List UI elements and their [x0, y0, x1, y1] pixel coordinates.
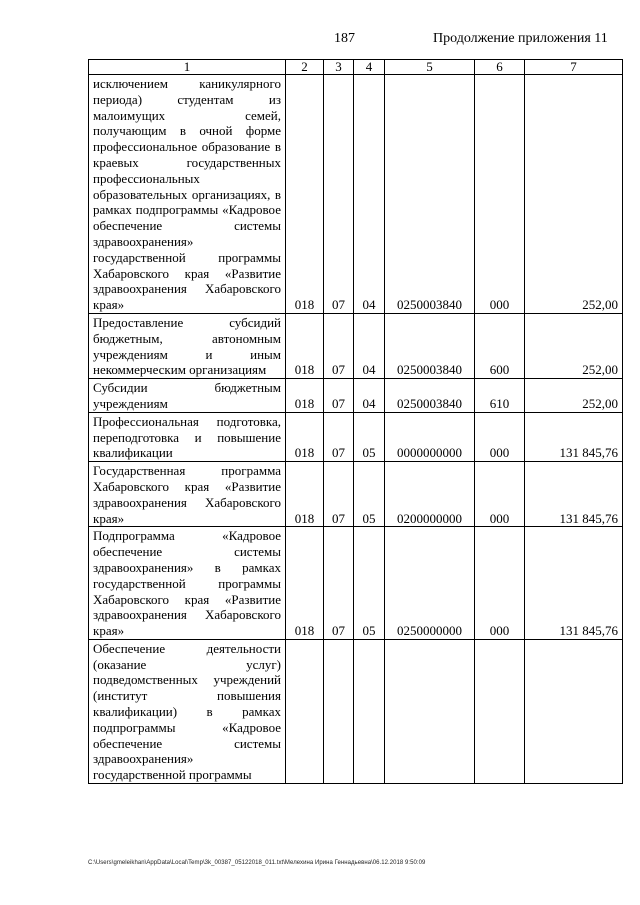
page-number: 187	[334, 31, 355, 46]
table-row	[89, 412, 623, 461]
cell-target-article: 0250003840	[385, 379, 475, 413]
cell-subsection-code: 04	[354, 313, 385, 378]
cell-amount: 131 845,76	[525, 462, 623, 527]
cell-expense-type: 610	[475, 379, 525, 413]
cell-amount: 252,00	[525, 313, 623, 378]
row-name: Государственная программа Хабаровского края «Развитие здравоохранения Хабаровского края»	[89, 462, 286, 527]
budget-table	[88, 59, 623, 784]
cell-section-code: 07	[324, 75, 354, 314]
cell-section-code: 07	[324, 379, 354, 413]
column-header: 3	[324, 60, 354, 75]
cell-amount: 252,00	[525, 379, 623, 413]
cell-amount: 131 845,76	[525, 412, 623, 461]
cell-section-code: 07	[324, 527, 354, 640]
cell-target-article: 0200000000	[385, 462, 475, 527]
column-header: 7	[525, 60, 623, 75]
cell-target-article: 0250003840	[385, 75, 475, 314]
cell-expense-type: 000	[475, 412, 525, 461]
cell-expense-type: 600	[475, 313, 525, 378]
cell-section-code: 07	[324, 313, 354, 378]
cell-amount: 252,00	[525, 75, 623, 314]
cell-ministry-code: 018	[286, 462, 324, 527]
cell-subsection-code: 04	[354, 379, 385, 413]
cell-target-article: 0250000000	[385, 527, 475, 640]
column-header: 5	[385, 60, 475, 75]
table-row	[89, 379, 623, 413]
cell-target-article	[385, 639, 475, 783]
table-row	[89, 313, 623, 378]
cell-expense-type	[475, 639, 525, 783]
cell-target-article: 0000000000	[385, 412, 475, 461]
column-header: 6	[475, 60, 525, 75]
cell-ministry-code: 018	[286, 527, 324, 640]
cell-amount: 131 845,76	[525, 527, 623, 640]
row-name: Профессиональная подготовка, переподготовка и повышение квалификации	[89, 412, 286, 461]
cell-section-code: 07	[324, 412, 354, 461]
cell-amount	[525, 639, 623, 783]
cell-subsection-code: 05	[354, 462, 385, 527]
row-name: исключением каникулярного периода) студентам из малоимущих семей, получающим в очной форме профессиональное образование в краевых государственных профессиональных образовательных организациях, в рамках подпрограммы «Кадровое обеспечение системы здравоохранения» государственной программы Хабаровского края «Развитие здравоохранения Хабаровского края»	[89, 75, 286, 314]
column-header: 1	[89, 60, 286, 75]
column-header: 4	[354, 60, 385, 75]
row-name: Предоставление субсидий бюджетным, автономным учреждениям и иным некоммерческим организациям	[89, 313, 286, 378]
cell-ministry-code: 018	[286, 379, 324, 413]
cell-expense-type: 000	[475, 527, 525, 640]
table-header-row	[89, 60, 623, 75]
column-header: 2	[286, 60, 324, 75]
row-name: Субсидии бюджетным учреждениям	[89, 379, 286, 413]
row-name: Обеспечение деятельности (оказание услуг) подведомственных учреждений (институт повышения квалификации) в рамках подпрограммы «Кадровое обеспечение системы здравоохранения» государственной программы	[89, 639, 286, 783]
file-path-footer: C:\Users\gmeleikhan\AppData\Local\Temp\3k_00387_05122018_011.txt\Мелехина Ирина Геннадьевна\06.12.2018 9:50:09	[88, 860, 426, 866]
cell-subsection-code: 04	[354, 75, 385, 314]
appendix-continuation-title: Продолжение приложения 11	[433, 31, 608, 46]
cell-ministry-code: 018	[286, 313, 324, 378]
cell-subsection-code	[354, 639, 385, 783]
table-row	[89, 639, 623, 783]
cell-expense-type: 000	[475, 75, 525, 314]
table-row	[89, 462, 623, 527]
cell-subsection-code: 05	[354, 412, 385, 461]
table-row	[89, 75, 623, 314]
cell-ministry-code: 018	[286, 412, 324, 461]
cell-ministry-code	[286, 639, 324, 783]
cell-target-article: 0250003840	[385, 313, 475, 378]
cell-subsection-code: 05	[354, 527, 385, 640]
cell-expense-type: 000	[475, 462, 525, 527]
table-row	[89, 527, 623, 640]
row-name: Подпрограмма «Кадровое обеспечение системы здравоохранения» в рамках государственной программы Хабаровского края «Развитие здравоохранения Хабаровского края»	[89, 527, 286, 640]
cell-ministry-code: 018	[286, 75, 324, 314]
cell-section-code: 07	[324, 462, 354, 527]
cell-section-code	[324, 639, 354, 783]
